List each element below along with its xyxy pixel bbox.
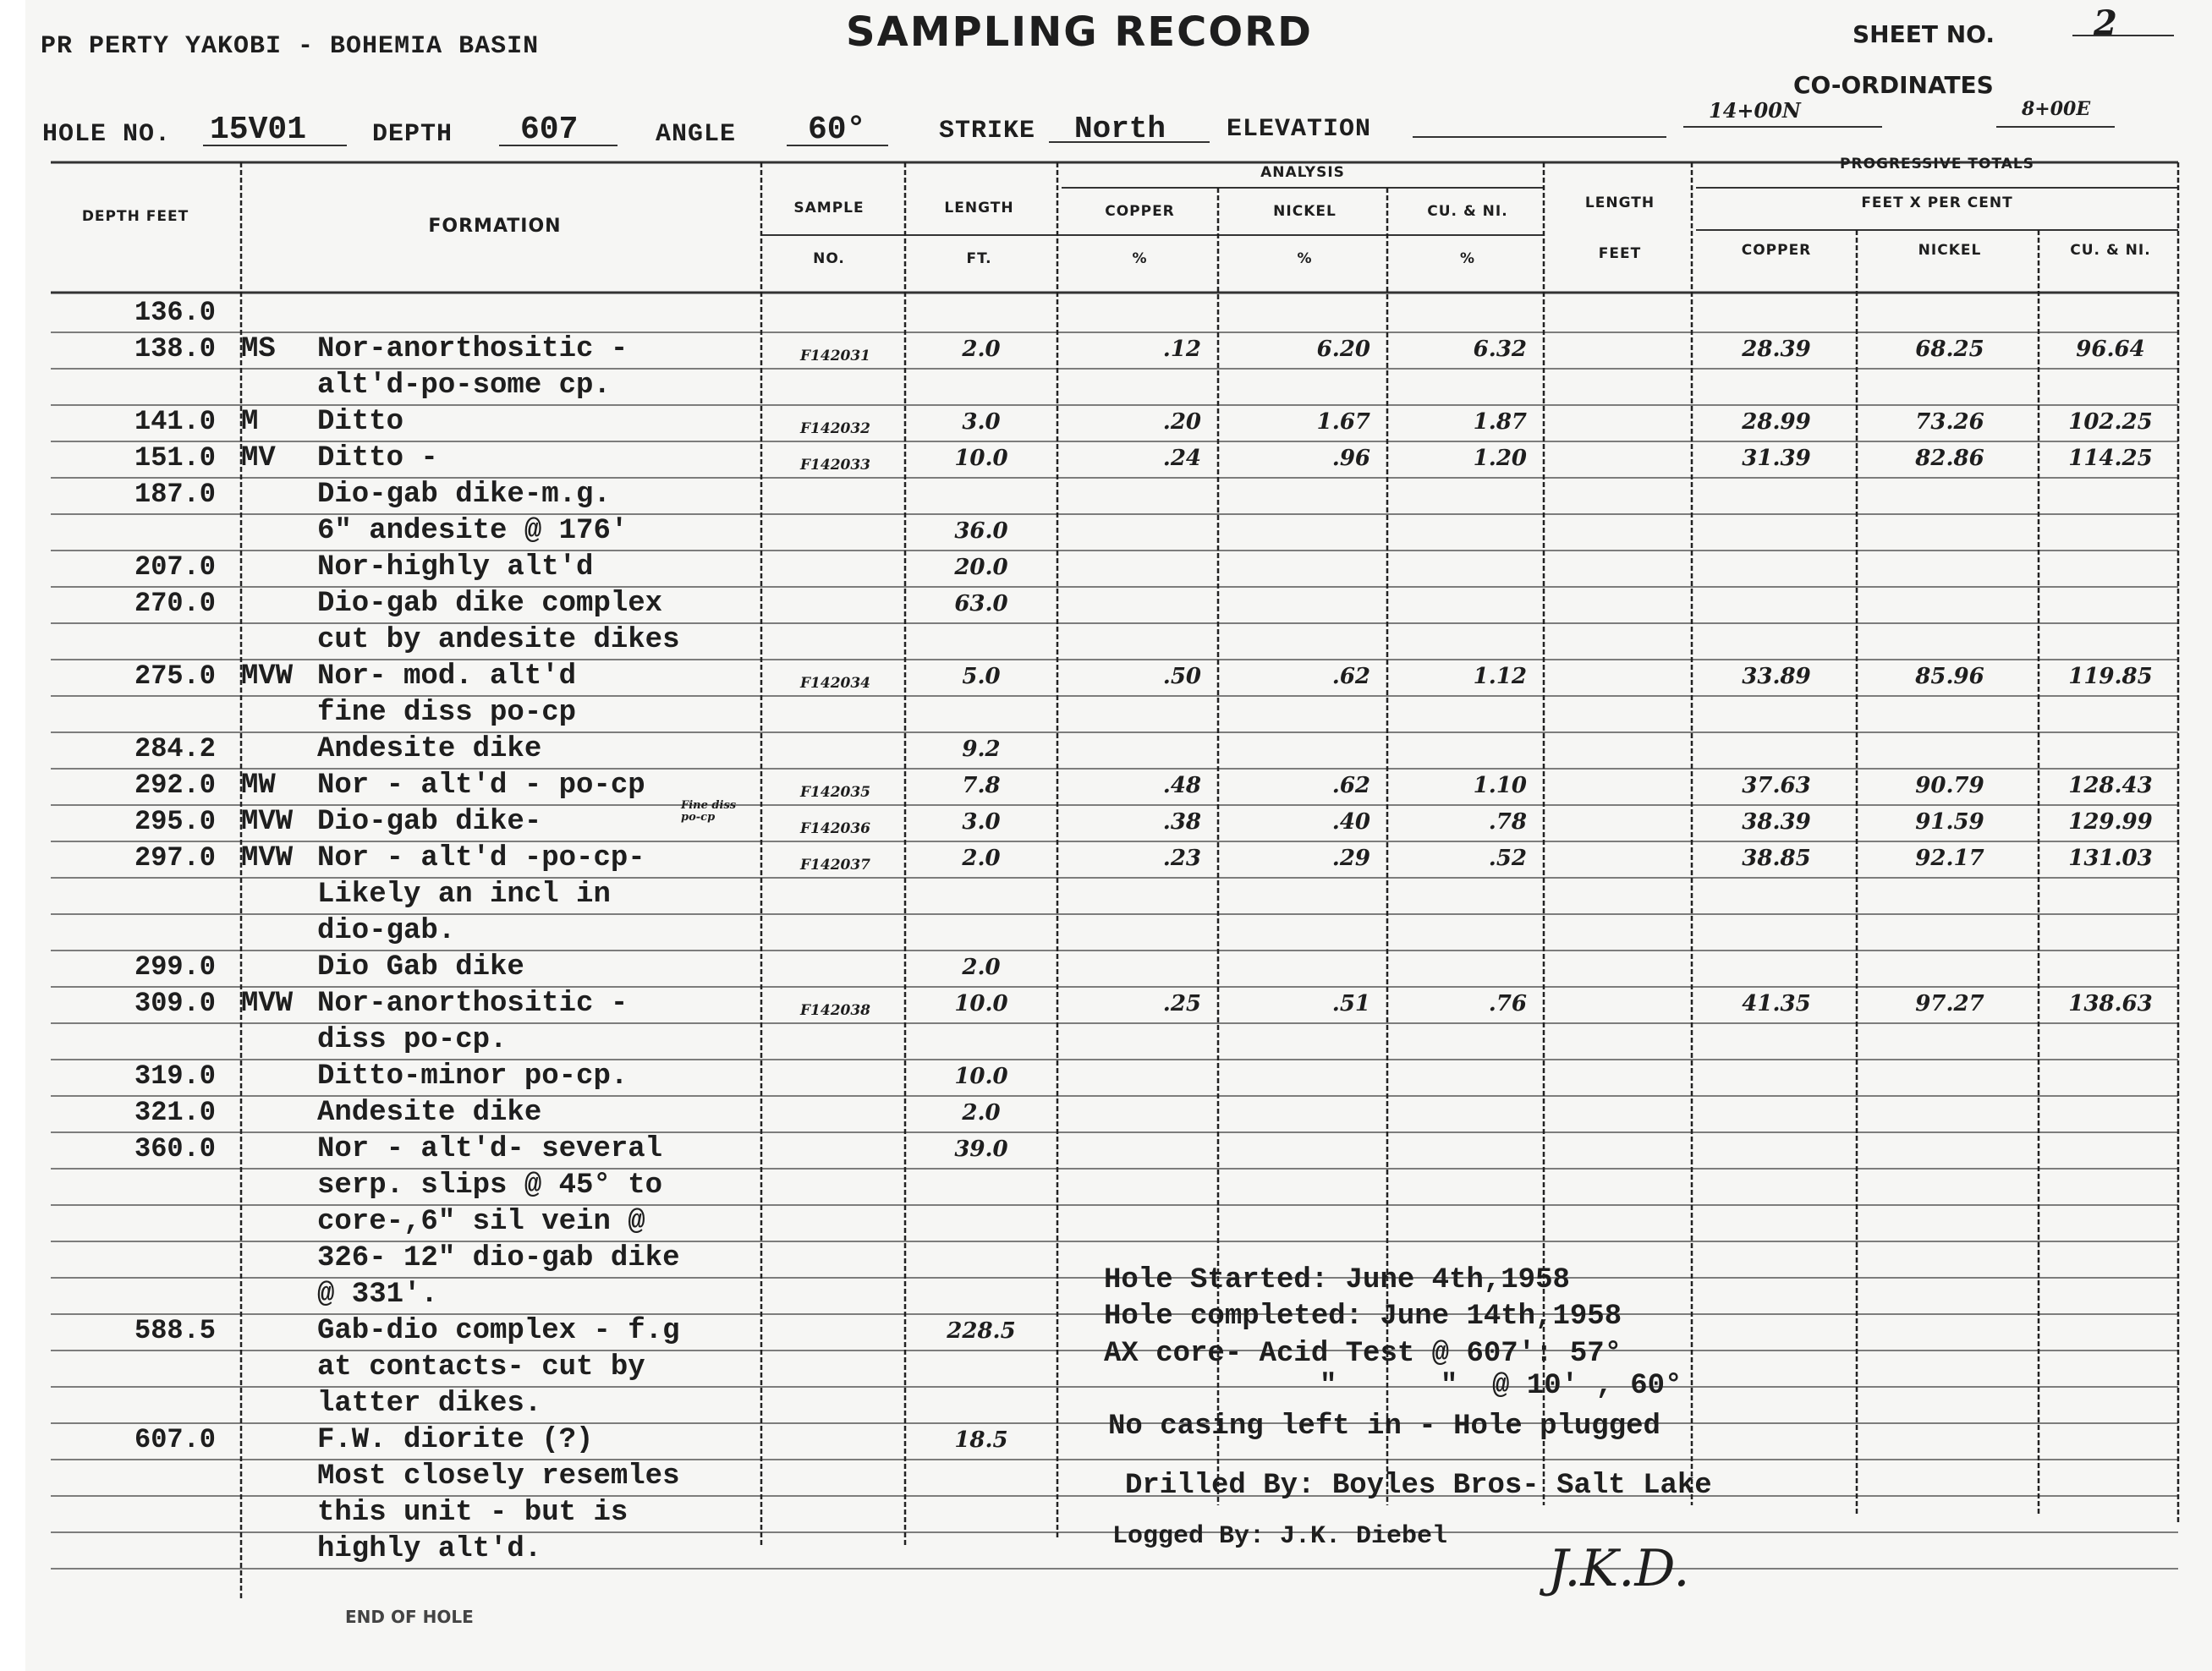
row-1-cu: .12	[1162, 337, 1201, 362]
row-19-depth: 309.0	[134, 988, 216, 1019]
row-14-p_cuni: 129.99	[2068, 809, 2153, 835]
row-8-depth: 270.0	[134, 588, 216, 619]
row-13-length: 7.8	[962, 773, 1001, 798]
col-analysis: ANALYSIS	[1260, 164, 1345, 181]
row-34-formation: highly alt'd.	[317, 1533, 542, 1565]
row-26-formation: 326- 12" dio-gab dike	[317, 1242, 680, 1274]
row-12-length: 9.2	[962, 737, 1001, 762]
property-name: PR PERTY YAKOBI - BOHEMIA BASIN	[41, 32, 540, 61]
row-10-depth: 275.0	[134, 660, 216, 692]
row-31-length: 18.5	[954, 1427, 1008, 1453]
acid-test-note-1: AX core- Acid Test @ 607': 57°	[1104, 1338, 1622, 1370]
row-5-formation: Dio-gab dike-m.g.	[317, 479, 611, 511]
row-15-ni: .29	[1331, 846, 1370, 871]
col-depth-feet: DEPTH FEET	[81, 208, 189, 225]
coordinate-north: 14+00N	[1709, 98, 1801, 123]
row-16-formation: Likely an incl in	[317, 879, 611, 911]
row-19-p_cuni: 138.63	[2068, 991, 2153, 1016]
row-13-sample: F142035	[799, 784, 871, 801]
row-13-cuni: 1.10	[1473, 773, 1527, 798]
row-3-p_ni: 73.26	[1915, 409, 1984, 435]
row-4-ni: .96	[1331, 446, 1370, 471]
row-10-sample: F142034	[799, 675, 871, 692]
row-15-cuni: .52	[1488, 846, 1527, 871]
row-13-depth: 292.0	[134, 770, 216, 801]
row-23-formation: Nor - alt'd- several	[317, 1133, 663, 1165]
row-1-cuni: 6.32	[1473, 337, 1527, 362]
row-13-p_ni: 90.79	[1915, 773, 1984, 798]
col-feet-x-percent: FEET X PER CENT	[1861, 194, 2013, 211]
col-nickel: NICKEL	[1273, 203, 1337, 220]
row-13-cu: .48	[1162, 773, 1201, 798]
row-21-length: 10.0	[954, 1064, 1008, 1089]
row-3-depth: 141.0	[134, 406, 216, 437]
sampling-record-sheet	[25, 0, 2212, 1671]
hole-no-label: HOLE NO.	[42, 120, 172, 149]
row-10-cuni: 1.12	[1473, 664, 1527, 689]
col-copper: COPPER	[1105, 203, 1175, 220]
row-4-cuni: 1.20	[1473, 446, 1527, 471]
row-1-length: 2.0	[962, 337, 1001, 362]
row-20-formation: diss po-cp.	[317, 1024, 508, 1056]
acid-test-note-2: " " @ 10' , 60°	[1320, 1370, 1682, 1402]
hole-started-note: Hole Started: June 4th,1958	[1104, 1264, 1570, 1296]
strike-value: North	[1074, 112, 1166, 146]
coordinates-label: CO-ORDINATES	[1793, 71, 1994, 99]
row-27-formation: @ 331'.	[317, 1279, 438, 1311]
row-1-p_cuni: 96.64	[2076, 337, 2145, 362]
row-18-formation: Dio Gab dike	[317, 951, 524, 983]
angle-label: ANGLE	[656, 120, 737, 149]
row-4-cu: .24	[1162, 446, 1201, 471]
row-19-p_ni: 97.27	[1915, 991, 1984, 1016]
row-10-formation: Nor- mod. alt'd	[317, 660, 577, 693]
row-23-length: 39.0	[954, 1137, 1008, 1162]
sheet-label: SHEET NO.	[1852, 20, 1995, 48]
row-15-p_cuni: 131.03	[2068, 846, 2153, 871]
row-13-formation: Nor - alt'd - po-cp	[317, 770, 645, 802]
row-14-p_ni: 91.59	[1915, 809, 1984, 835]
row-14-p_cu: 38.39	[1742, 809, 1811, 835]
row-29-formation: at contacts- cut by	[317, 1351, 645, 1383]
row-8-formation: Dio-gab dike complex	[317, 588, 663, 620]
col-formation: FORMATION	[428, 216, 562, 237]
row-4-code: MV	[241, 442, 276, 474]
row-24-formation: serp. slips @ 45° to	[317, 1170, 663, 1202]
row-13-p_cuni: 128.43	[2068, 773, 2153, 798]
row-19-cu: .25	[1162, 991, 1201, 1016]
elevation-label: ELEVATION	[1227, 115, 1372, 144]
row-25-formation: core-,6" sil vein @	[317, 1206, 645, 1238]
row-14-ni: .40	[1331, 809, 1370, 835]
row-14-cu: .38	[1162, 809, 1201, 835]
row-19-length: 10.0	[954, 991, 1008, 1016]
row-7-depth: 207.0	[134, 551, 216, 583]
row-4-p_ni: 82.86	[1915, 446, 1984, 471]
row-14-cuni: .78	[1488, 809, 1527, 835]
row-1-formation: Nor-anorthositic -	[317, 333, 628, 365]
row-7-formation: Nor-highly alt'd	[317, 551, 594, 583]
col-prog-cu-ni: CU. & NI.	[2070, 242, 2151, 259]
row-30-formation: latter dikes.	[317, 1388, 542, 1420]
strike-label: STRIKE	[939, 117, 1036, 145]
row-19-ni: .51	[1331, 991, 1370, 1016]
row-13-p_cu: 37.63	[1742, 773, 1811, 798]
row-10-cu: .50	[1162, 664, 1201, 689]
row-18-depth: 299.0	[134, 951, 216, 983]
row-33-formation: this unit - but is	[317, 1497, 628, 1529]
col-nickel-pct: %	[1297, 250, 1313, 267]
col-cu-ni: CU. & NI.	[1427, 203, 1508, 220]
depth-label: DEPTH	[372, 120, 453, 149]
row-22-depth: 321.0	[134, 1097, 216, 1128]
row-3-p_cuni: 102.25	[2068, 409, 2153, 435]
row-15-code: MVW	[241, 842, 294, 874]
row-19-cuni: .76	[1488, 991, 1527, 1016]
row-11-formation: fine diss po-cp	[317, 697, 577, 729]
end-of-hole-note: END OF HOLE	[345, 1607, 474, 1627]
row-3-sample: F142032	[799, 420, 871, 437]
col-length-unit: FT.	[966, 250, 992, 267]
logged-by-note: Logged By: J.K. Diebel	[1112, 1522, 1448, 1551]
row-5-depth: 187.0	[134, 479, 216, 510]
col-copper-pct: %	[1132, 250, 1148, 267]
row-14-depth: 295.0	[134, 806, 216, 837]
row-15-p_cu: 38.85	[1742, 846, 1811, 871]
row-32-formation: Most closely resemles	[317, 1460, 680, 1493]
row-19-formation: Nor-anorthositic -	[317, 988, 628, 1020]
row-3-cuni: 1.87	[1473, 409, 1527, 435]
row-31-formation: F.W. diorite (?)	[317, 1424, 594, 1456]
row-15-length: 2.0	[962, 846, 1001, 871]
row-1-p_ni: 68.25	[1915, 337, 1984, 362]
row-10-p_ni: 85.96	[1915, 664, 1984, 689]
row-3-ni: 1.67	[1316, 409, 1370, 435]
row-18-length: 2.0	[962, 955, 1001, 980]
row-22-formation: Andesite dike	[317, 1097, 542, 1129]
row-3-cu: .20	[1162, 409, 1201, 435]
row-14-sample: F142036	[799, 820, 871, 837]
row-9-formation: cut by andesite dikes	[317, 624, 680, 656]
row-28-formation: Gab-dio complex - f.g	[317, 1315, 680, 1347]
row-4-p_cu: 31.39	[1742, 446, 1811, 471]
row-8-length: 63.0	[954, 591, 1008, 616]
row-19-code: MVW	[241, 988, 294, 1020]
row-3-formation: Ditto	[317, 406, 404, 438]
drilled-by-note: Drilled By: Boyles Bros- Salt Lake	[1125, 1470, 1712, 1502]
row-28-length: 228.5	[947, 1318, 1016, 1344]
row-12-depth: 284.2	[134, 733, 216, 764]
row-15-formation: Nor - alt'd -po-cp-	[317, 842, 645, 874]
hole-no-value: 15V01	[210, 112, 307, 148]
row-1-p_cu: 28.39	[1742, 337, 1811, 362]
row-23-depth: 360.0	[134, 1133, 216, 1164]
row-4-formation: Ditto -	[317, 442, 438, 474]
row-1-ni: 6.20	[1316, 337, 1370, 362]
row-14-formation: Dio-gab dike-	[317, 806, 542, 838]
row-21-depth: 319.0	[134, 1060, 216, 1092]
row-4-sample: F142033	[799, 457, 871, 474]
row-1-depth: 138.0	[134, 333, 216, 364]
row-15-depth: 297.0	[134, 842, 216, 874]
row-1-sample: F142031	[799, 348, 871, 364]
casing-note: No casing left in - Hole plugged	[1108, 1411, 1660, 1443]
page-title: SAMPLING RECORD	[846, 8, 1313, 56]
row-10-p_cu: 33.89	[1742, 664, 1811, 689]
col-progressive-totals: PROGRESSIVE TOTALS	[1840, 156, 2034, 173]
coordinate-east: 8+00E	[2022, 98, 2091, 120]
row-15-p_ni: 92.17	[1915, 846, 1984, 871]
col-sample-no: NO.	[813, 250, 845, 267]
row-10-length: 5.0	[962, 664, 1001, 689]
sheet-number: 2	[2094, 3, 2117, 43]
row-10-code: MVW	[241, 660, 294, 693]
row-3-length: 3.0	[962, 409, 1001, 435]
col-prog-copper: COPPER	[1741, 242, 1812, 259]
row-14-code: MVW	[241, 806, 294, 838]
col-prog-nickel: NICKEL	[1918, 242, 1982, 259]
hole-completed-note: Hole completed: June 14th,1958	[1104, 1301, 1622, 1333]
depth-value: 607	[520, 112, 579, 148]
col-length: LENGTH	[944, 200, 1014, 216]
col-feet: FEET	[1598, 245, 1642, 262]
row-15-sample: F142037	[799, 857, 871, 874]
row-0-depth: 136.0	[134, 297, 216, 328]
row-10-p_cuni: 119.85	[2068, 664, 2153, 689]
row-6-length: 36.0	[954, 518, 1008, 544]
row-4-depth: 151.0	[134, 442, 216, 474]
row-14-length: 3.0	[962, 809, 1001, 835]
row-19-p_cu: 41.35	[1742, 991, 1811, 1016]
col-length2: LENGTH	[1584, 194, 1655, 211]
row-12-formation: Andesite dike	[317, 733, 542, 765]
row-28-depth: 588.5	[134, 1315, 216, 1346]
row-21-formation: Ditto-minor po-cp.	[317, 1060, 628, 1093]
row-2-formation: alt'd-po-some cp.	[317, 370, 611, 402]
angle-value: 60°	[808, 112, 866, 148]
row-19-sample: F142038	[799, 1002, 871, 1019]
row-4-p_cuni: 114.25	[2068, 446, 2153, 471]
col-cu-ni-pct: %	[1459, 250, 1476, 267]
row-13-ni: .62	[1331, 773, 1370, 798]
row-6-formation: 6" andesite @ 176'	[317, 515, 628, 547]
col-sample: SAMPLE	[793, 200, 864, 216]
row-1-code: MS	[241, 333, 276, 365]
row-17-formation: dio-gab.	[317, 915, 456, 947]
row-15-cu: .23	[1162, 846, 1201, 871]
row-3-code: M	[241, 406, 259, 438]
row-4-length: 10.0	[954, 446, 1008, 471]
initials-signature: J.K.D.	[1548, 1539, 1690, 1598]
row-7-length: 20.0	[954, 555, 1008, 580]
row-3-p_cu: 28.99	[1742, 409, 1811, 435]
row-13-code: MW	[241, 770, 276, 802]
row-31-depth: 607.0	[134, 1424, 216, 1455]
row-14-formation-note: Fine diss po-cp	[681, 799, 737, 824]
row-10-ni: .62	[1331, 664, 1370, 689]
row-22-length: 2.0	[962, 1100, 1001, 1126]
